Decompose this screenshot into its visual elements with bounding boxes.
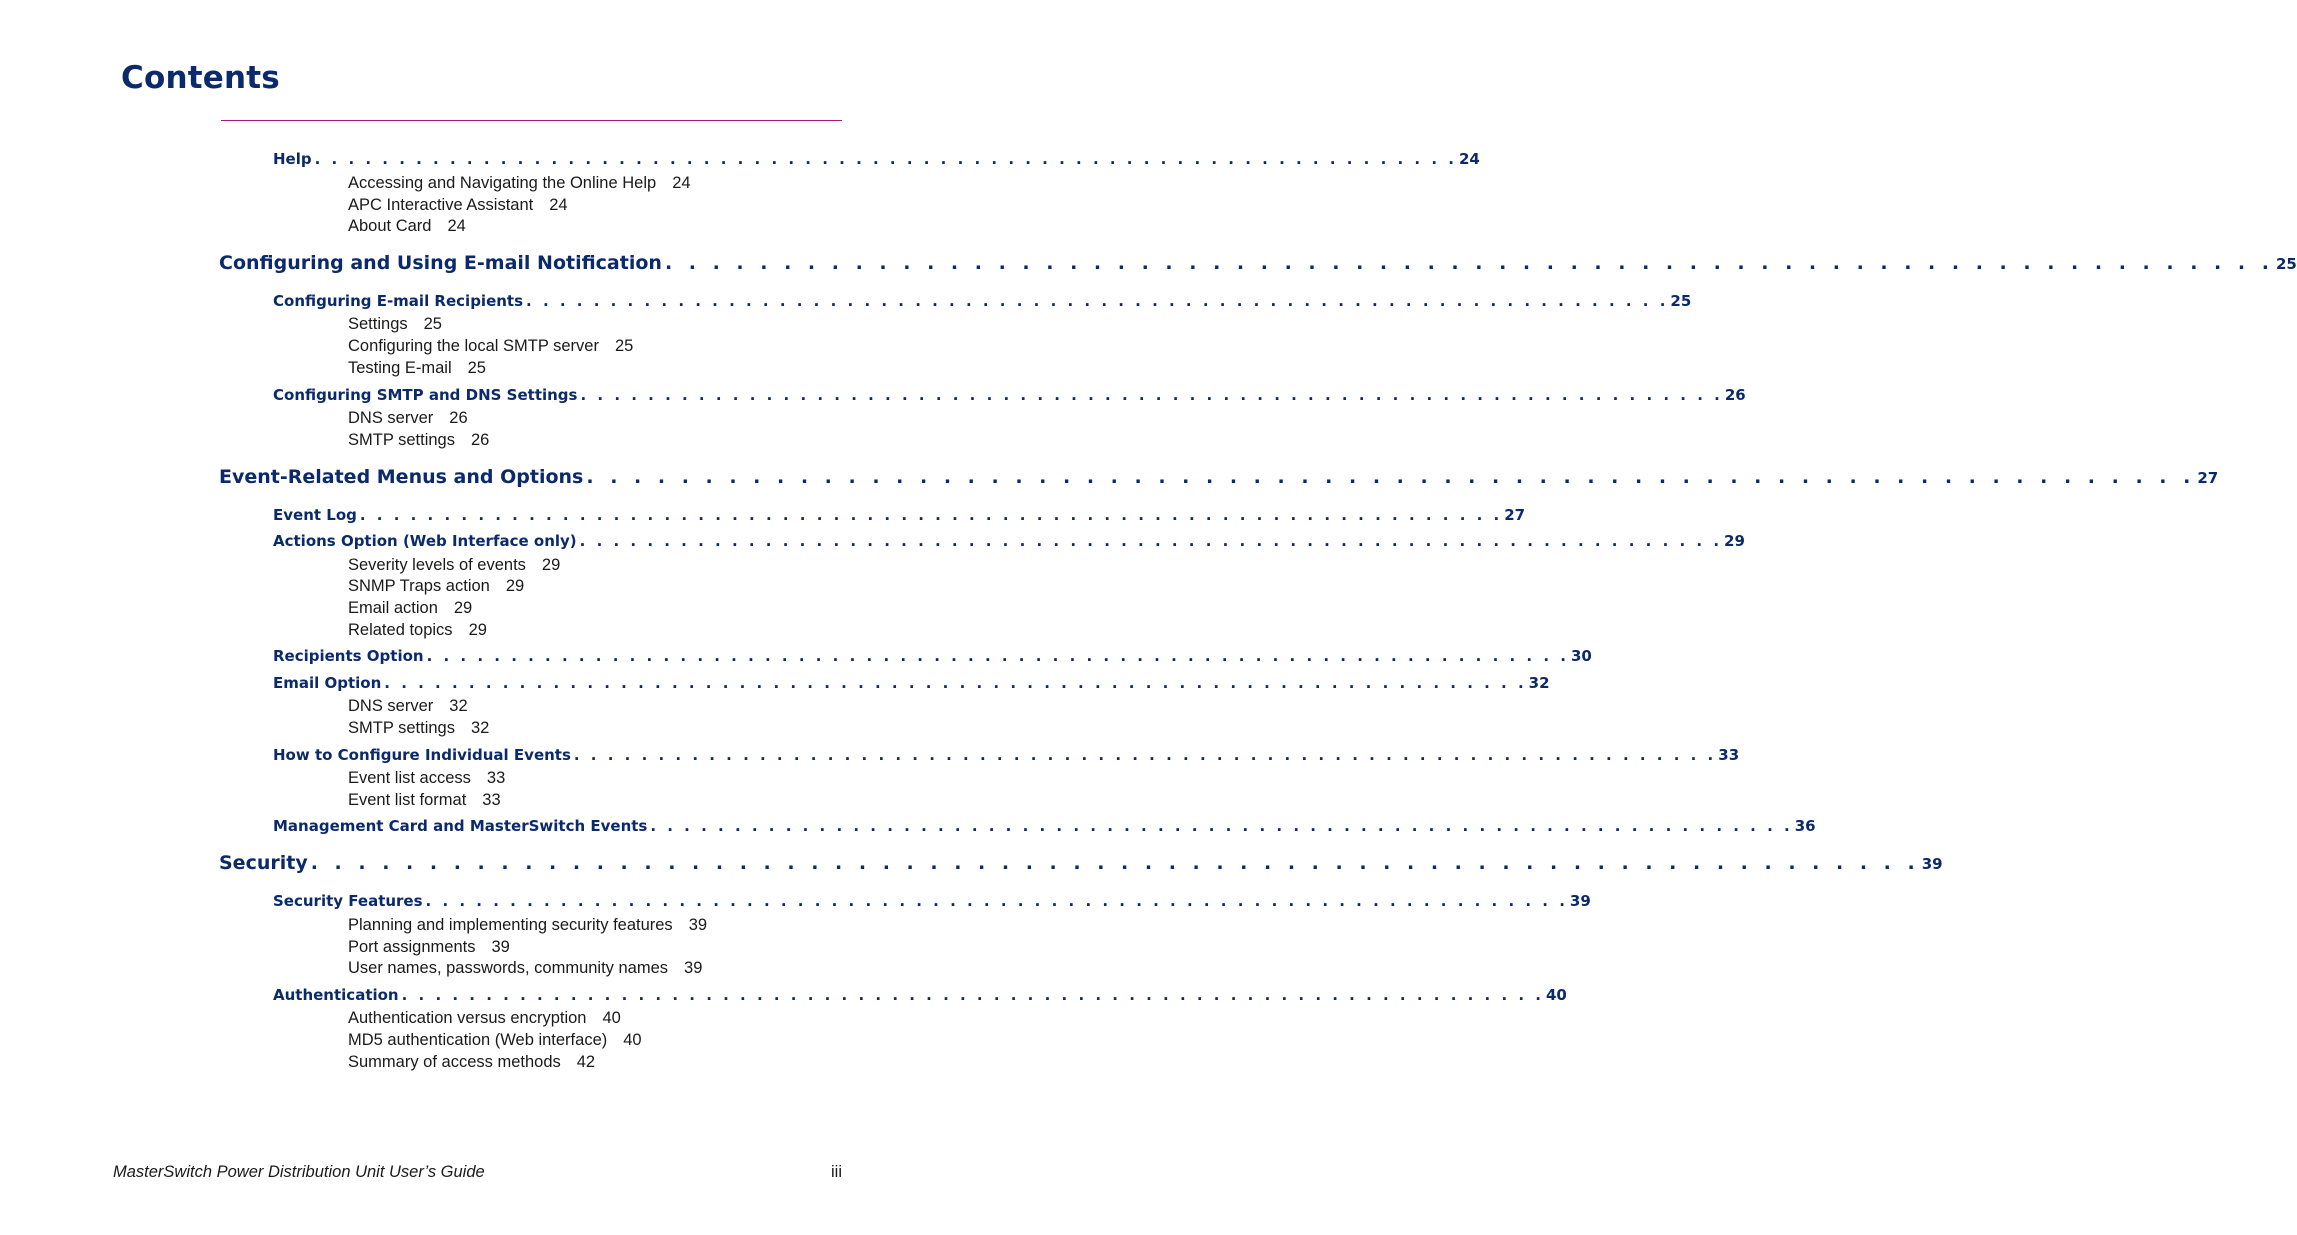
toc-page-number: 27 [2197, 469, 2219, 487]
toc-subentry[interactable] [348, 1009, 621, 1028]
toc-page-number: 25 [1670, 292, 1692, 310]
toc-page-number: 26 [1724, 386, 1746, 404]
toc-subentry[interactable] [348, 769, 505, 788]
dot-leader: . . . . . . . . . . . . . . . . . . . . . . . . . . . . . . . . . . . . . . . . . . . . . . . . . . . . . . . . . . . . . . . . . . . . [314, 150, 1457, 168]
toc-section-help[interactable] [273, 150, 1480, 168]
toc-page-number: 25 [467, 359, 486, 377]
title-divider [221, 120, 842, 121]
toc-section-label: Event Log [273, 506, 357, 524]
toc-section-actions[interactable] [273, 532, 1745, 550]
toc-section-label: Recipients Option [273, 647, 424, 665]
toc-chapter-label: Event-Related Menus and Options [219, 466, 584, 488]
toc-page-number: 42 [576, 1053, 596, 1071]
toc-subentry-label: User names, passwords, community names [348, 959, 669, 977]
toc-page-number: 29 [453, 599, 473, 617]
toc-subentry-label: Authentication versus encryption [348, 1009, 587, 1027]
toc-chapter-email[interactable] [219, 252, 2297, 274]
toc-subentry[interactable] [348, 791, 501, 810]
toc-subentry[interactable] [348, 174, 691, 193]
dot-leader: . . . . . . . . . . . . . . . . . . . . . . . . . . . . . . . . . . . . . . . . . . . . . . . . . . . . . . . . . . . . . . . . . . . . [573, 746, 1717, 764]
toc-subentry-label: SMTP settings [348, 431, 455, 449]
toc-subentry[interactable] [348, 577, 524, 596]
toc-subentry[interactable] [348, 1031, 642, 1050]
toc-subentry-label: Planning and implementing security features [348, 916, 673, 934]
toc-subentry-label: APC Interactive Assistant [348, 196, 534, 214]
footer-page-number: iii [831, 1163, 842, 1181]
dot-leader: . . . . . . . . . . . . . . . . . . . . . . . . . . . . . . . . . . . . . . . . . . . . . . . . . . . . . . . . . . . . . . . . . . . . [664, 252, 2274, 274]
toc-section-label: How to Configure Individual Events [273, 746, 571, 764]
toc-section-label: Configuring SMTP and DNS Settings [273, 386, 578, 404]
dot-leader: . . . . . . . . . . . . . . . . . . . . . . . . . . . . . . . . . . . . . . . . . . . . . . . . . . . . . . . . . . . . . . . . . . . . [384, 674, 1527, 692]
toc-subentry[interactable] [348, 196, 568, 215]
dot-leader: . . . . . . . . . . . . . . . . . . . . . . . . . . . . . . . . . . . . . . . . . . . . . . . . . . . . . . . . . . . . . . . . . . . . [359, 506, 1503, 524]
toc-page-number: 39 [684, 959, 703, 977]
toc-subentry[interactable] [348, 217, 466, 236]
toc-chapter-label: Configuring and Using E-mail Notification [219, 252, 662, 274]
toc-chapter-event[interactable] [219, 466, 2219, 488]
page-title: Contents [121, 60, 280, 96]
toc-section-configure-events[interactable] [273, 746, 1740, 764]
toc-page-number: 33 [486, 769, 506, 787]
toc-section-authentication[interactable] [273, 986, 1567, 1004]
toc-subentry[interactable] [348, 359, 486, 378]
toc-subentry[interactable] [348, 938, 510, 957]
toc-chapter-security[interactable] [219, 852, 1943, 874]
dot-leader: . . . . . . . . . . . . . . . . . . . . . . . . . . . . . . . . . . . . . . . . . . . . . . . . . . . . . . . . . . . . . . . . . . . . [580, 386, 1723, 404]
toc-subentry-label: Testing E-mail [348, 359, 452, 377]
toc-section-security-features[interactable] [273, 892, 1591, 910]
toc-subentry-label: Related topics [348, 621, 453, 639]
toc-page-number: 27 [1504, 506, 1526, 524]
toc-subentry-label: SNMP Traps action [348, 577, 490, 595]
dot-leader: . . . . . . . . . . . . . . . . . . . . . . . . . . . . . . . . . . . . . . . . . . . . . . . . . . . . . . . . . . . . . . . . . . . . [650, 817, 1793, 835]
toc-page-number: 24 [549, 196, 568, 214]
toc-page-number: 25 [423, 315, 442, 333]
toc-page-number: 39 [1569, 892, 1591, 910]
toc-page-number: 29 [1724, 532, 1745, 550]
toc-subentry[interactable] [348, 337, 633, 356]
toc-page-number: 32 [1528, 674, 1550, 692]
toc-page-number: 29 [505, 577, 525, 595]
toc-section-recipients[interactable] [273, 647, 1592, 665]
toc-page-number: 40 [602, 1009, 621, 1027]
dot-leader: . . . . . . . . . . . . . . . . . . . . . . . . . . . . . . . . . . . . . . . . . . . . . . . . . . . . . . . . . . . . . . . . . . . . [526, 292, 1669, 310]
toc-section-email-option[interactable] [273, 674, 1550, 692]
toc-subentry-label: MD5 authentication (Web interface) [348, 1031, 608, 1049]
toc-subentry-label: Event list access [348, 769, 471, 787]
toc-section-label: Help [273, 150, 312, 168]
toc-subentry[interactable] [348, 719, 489, 738]
toc-page-number: 26 [449, 409, 468, 427]
toc-page-number: 24 [672, 174, 691, 192]
toc-page-number: 24 [447, 217, 466, 235]
toc-subentry-label: About Card [348, 217, 432, 235]
toc-page-number: 25 [2275, 255, 2297, 273]
toc-page-number: 39 [491, 938, 510, 956]
toc-section-email-recipients[interactable] [273, 292, 1692, 310]
toc-page-number: 29 [468, 621, 487, 639]
toc-section-label: Email Option [273, 674, 382, 692]
toc-page-number: 32 [449, 697, 468, 715]
toc-section-smtp-dns[interactable] [273, 386, 1746, 404]
toc-subentry[interactable] [348, 621, 487, 640]
dot-leader: . . . . . . . . . . . . . . . . . . . . . . . . . . . . . . . . . . . . . . . . . . . . . . . . . . . . . . . . . . . . . . . . . . . . [425, 892, 1568, 910]
toc-page-number: 24 [1458, 150, 1480, 168]
toc-subentry-label: Port assignments [348, 938, 476, 956]
toc-subentry-label: SMTP settings [348, 719, 455, 737]
toc-section-event-log[interactable] [273, 506, 1526, 524]
toc-subentry-label: Event list format [348, 791, 467, 809]
toc-page-number: 40 [623, 1031, 642, 1049]
toc-subentry-label: Configuring the local SMTP server [348, 337, 599, 355]
toc-subentry[interactable] [348, 1053, 595, 1072]
toc-section-label: Authentication [273, 986, 399, 1004]
toc-subentry[interactable] [348, 409, 468, 428]
dot-leader: . . . . . . . . . . . . . . . . . . . . . . . . . . . . . . . . . . . . . . . . . . . . . . . . . . . . . . . . . . . . . . . . . . . . [579, 532, 1723, 550]
toc-subentry[interactable] [348, 697, 468, 716]
toc-subentry[interactable] [348, 959, 702, 978]
toc-chapter-label: Security [219, 852, 308, 874]
toc-page-number: 29 [541, 556, 561, 574]
toc-subentry-label: Summary of access methods [348, 1053, 561, 1071]
toc-page-number: 39 [1921, 855, 1943, 873]
toc-page-number: 33 [482, 791, 501, 809]
dot-leader: . . . . . . . . . . . . . . . . . . . . . . . . . . . . . . . . . . . . . . . . . . . . . . . . . . . . . . . . . . . . . . . . . . . . [401, 986, 1544, 1004]
toc-page-number: 36 [1794, 817, 1816, 835]
toc-section-label: Management Card and MasterSwitch Events [273, 817, 648, 835]
toc-subentry-label: Settings [348, 315, 408, 333]
toc-section-label: Actions Option (Web Interface only) [273, 532, 577, 550]
toc-section-label: Security Features [273, 892, 423, 910]
toc-page-number: 26 [470, 431, 490, 449]
toc-subentry[interactable] [348, 431, 489, 450]
toc-subentry[interactable] [348, 315, 442, 334]
toc-subentry[interactable] [348, 556, 560, 575]
toc-subentry[interactable] [348, 916, 707, 935]
toc-page-number: 32 [470, 719, 490, 737]
dot-leader: . . . . . . . . . . . . . . . . . . . . . . . . . . . . . . . . . . . . . . . . . . . . . . . . . . . . . . . . . . . . . . . . . . . . [310, 852, 1920, 874]
toc-subentry[interactable] [348, 599, 472, 618]
toc-section-label: Configuring E-mail Recipients [273, 292, 524, 310]
toc-page-number: 33 [1718, 746, 1740, 764]
toc-page-number: 40 [1546, 986, 1567, 1004]
toc-subentry-label: Severity levels of events [348, 556, 526, 574]
dot-leader: . . . . . . . . . . . . . . . . . . . . . . . . . . . . . . . . . . . . . . . . . . . . . . . . . . . . . . . . . . . . . . . . . . . . [426, 647, 1569, 665]
toc-page-number: 30 [1570, 647, 1592, 665]
toc-subentry-label: Accessing and Navigating the Online Help [348, 174, 657, 192]
toc-page-number: 25 [614, 337, 634, 355]
footer-document-title: MasterSwitch Power Distribution Unit User’s Guide [113, 1163, 485, 1181]
toc-section-mgmt-events[interactable] [273, 817, 1816, 835]
toc-subentry-label: DNS server [348, 409, 434, 427]
toc-subentry-label: Email action [348, 599, 438, 617]
toc-page-number: 39 [688, 916, 708, 934]
toc-subentry-label: DNS server [348, 697, 434, 715]
dot-leader: . . . . . . . . . . . . . . . . . . . . . . . . . . . . . . . . . . . . . . . . . . . . . . . . . . . . . . . . . . . . . . . . . . . . [586, 466, 2196, 488]
